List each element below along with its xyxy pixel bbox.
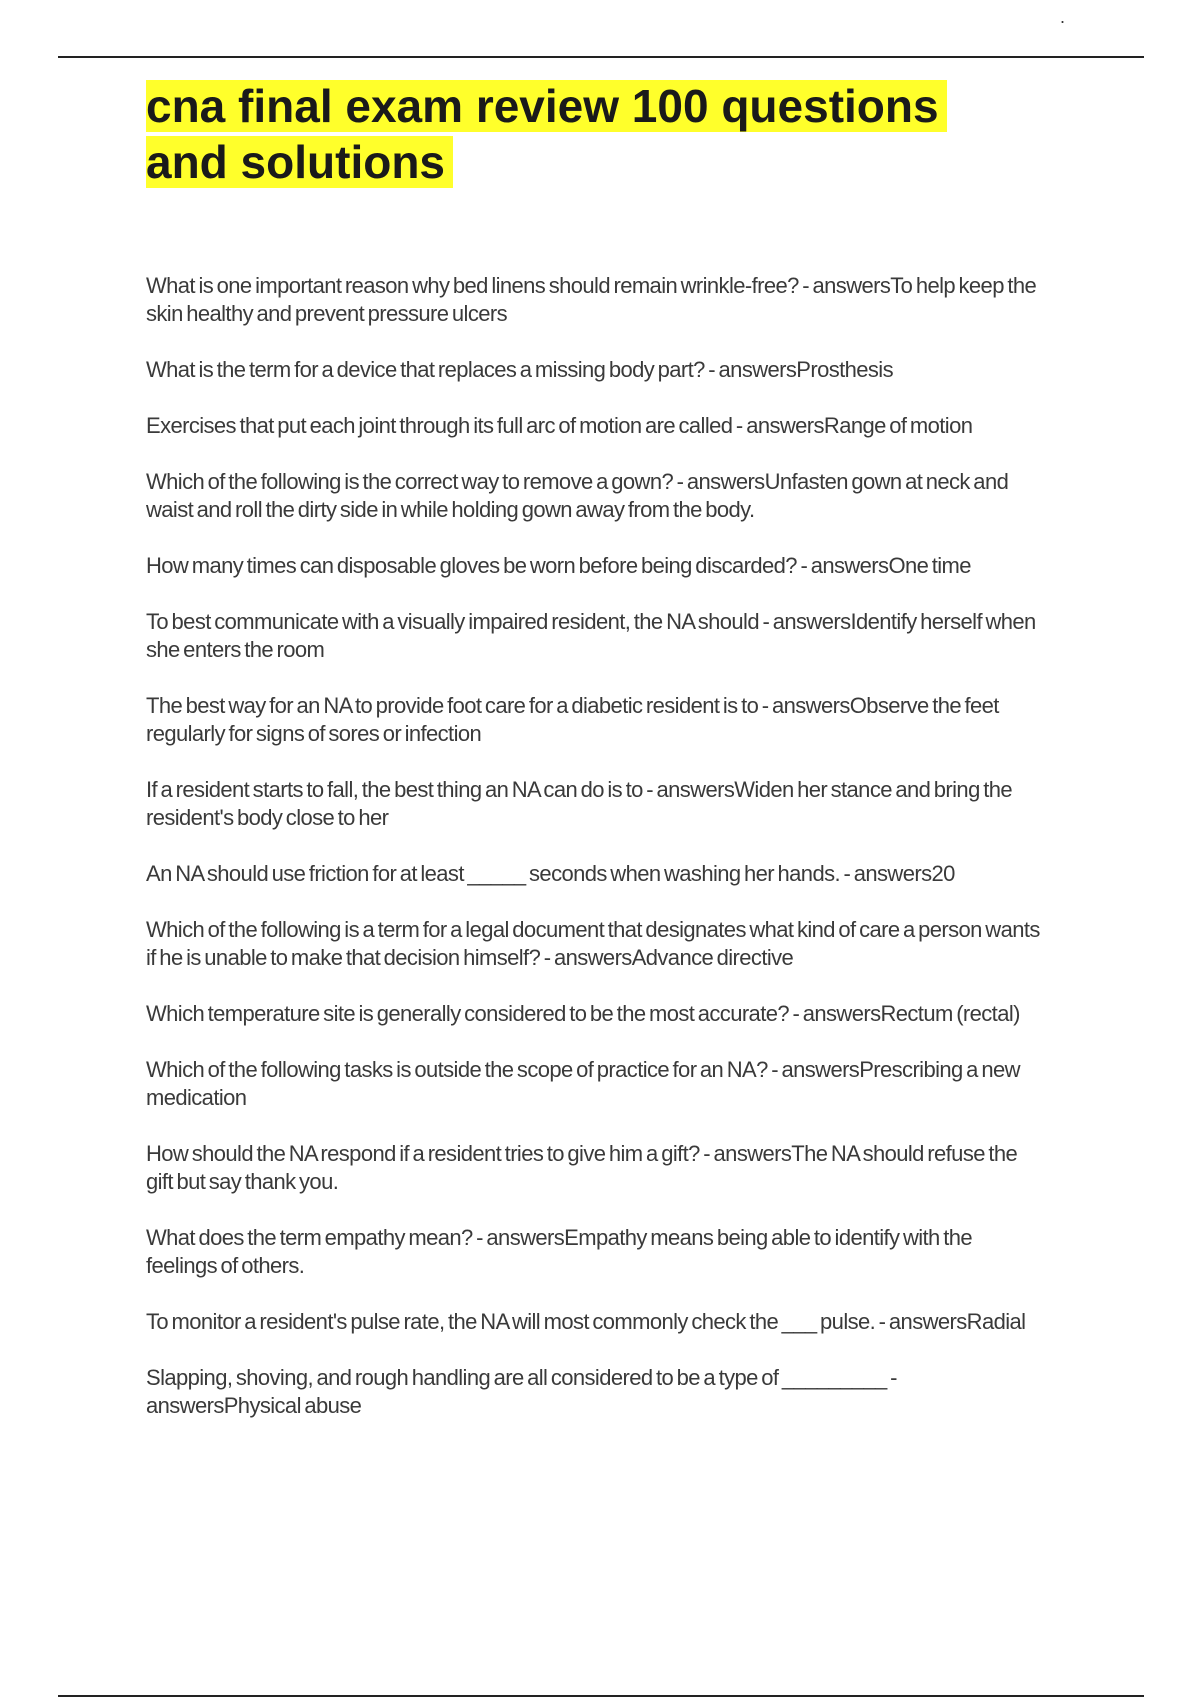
answer-separator: -: [886, 1365, 897, 1390]
answer-separator: -: [798, 273, 813, 298]
question-text: Exercises that put each joint through its full arc of motion are called: [146, 413, 733, 438]
answer-marker: answers: [553, 945, 632, 970]
question-text: Which of the following tasks is outside the scope of practice for an NA?: [146, 1057, 768, 1082]
question-text: Which of the following is the correct way to remove a gown?: [146, 469, 674, 494]
answer-marker: answers: [656, 777, 735, 802]
top-rule: [58, 56, 1144, 58]
answer-separator: -: [673, 469, 687, 494]
answer-marker: answers: [802, 1001, 881, 1026]
question-text: What does the term empathy mean?: [146, 1225, 473, 1250]
answer-separator: -: [767, 1057, 782, 1082]
qa-item: [146, 1056, 1046, 1112]
answer-text: Prescribing a new medication: [146, 1057, 1020, 1110]
qa-item: [146, 608, 1046, 664]
qa-item: [146, 356, 1046, 384]
answer-text: Advance directive: [631, 945, 794, 970]
answer-separator: -: [704, 357, 719, 382]
question-text: The best way for an NA to provide foot care for a diabetic resident is to: [146, 693, 759, 718]
qa-item: [146, 776, 1046, 832]
answer-marker: answers: [718, 357, 797, 382]
answer-marker: answers: [146, 1393, 224, 1418]
answer-separator: -: [758, 693, 772, 718]
answer-text: Range of motion: [823, 413, 973, 438]
question-text: What is one important reason why bed linens should remain wrinkle-free?: [146, 273, 799, 298]
answer-text: Prosthesis: [796, 357, 893, 382]
answer-text: Widen her stance and bring the resident's body close to her: [146, 777, 1012, 830]
answer-marker: answers: [781, 1057, 860, 1082]
qa-item: [146, 692, 1046, 748]
answer-separator: -: [758, 609, 773, 634]
qa-item: [146, 1364, 1046, 1420]
qa-item: [146, 272, 1046, 328]
answer-text: One time: [888, 553, 971, 578]
answer-separator: -: [796, 553, 811, 578]
answer-separator: -: [875, 1309, 889, 1334]
document-title: [146, 78, 1006, 190]
title-highlight: cna final exam review 100 questions and solutions: [146, 80, 947, 188]
qa-item: [146, 1308, 1046, 1336]
answer-marker: answers: [772, 693, 850, 718]
answer-text: Identify herself when she enters the room: [146, 609, 1036, 662]
answer-separator: -: [642, 777, 657, 802]
question-text: What is the term for a device that replaces a missing body part?: [146, 357, 705, 382]
answer-text: Rectum (rectal): [880, 1001, 1020, 1026]
question-text: Which of the following is a term for a legal document that designates what kind of care a person wants if he is unable to make that decision himself?: [146, 917, 1040, 970]
answer-separator: -: [732, 413, 747, 438]
qa-item: [146, 916, 1046, 972]
title-block: [146, 78, 1006, 190]
question-text: To best communicate with a visually impaired resident, the NA should: [146, 609, 759, 634]
answer-text: Empathy means being able to identify with the feelings of others.: [146, 1225, 972, 1278]
answer-text: Radial: [966, 1309, 1026, 1334]
question-text: Slapping, shoving, and rough handling are all considered to be a type of _________: [146, 1365, 887, 1390]
qa-item: [146, 552, 1046, 580]
answer-separator: -: [699, 1141, 714, 1166]
answer-text: 20: [931, 861, 955, 886]
answer-marker: answers: [853, 861, 932, 886]
answer-marker: answers: [686, 469, 765, 494]
question-text: Which temperature site is generally considered to be the most accurate?: [146, 1001, 789, 1026]
page-dot: .: [1060, 7, 1066, 27]
qa-item: [146, 468, 1046, 524]
answer-text: Physical abuse: [223, 1393, 362, 1418]
answer-separator: -: [540, 945, 554, 970]
answer-text: The NA should refuse the gift but say thank you.: [146, 1141, 1018, 1194]
question-text: To monitor a resident's pulse rate, the NA will most commonly check the ___ pulse.: [146, 1309, 876, 1334]
answer-separator: -: [472, 1225, 487, 1250]
qa-list: [146, 272, 1046, 1448]
question-text: If a resident starts to fall, the best thing an NA can do is to: [146, 777, 643, 802]
answer-marker: answers: [812, 273, 891, 298]
qa-item: [146, 1224, 1046, 1280]
qa-item: [146, 1000, 1046, 1028]
question-text: An NA should use friction for at least _____ seconds when washing her hands.: [146, 861, 840, 886]
answer-separator: -: [840, 861, 854, 886]
answer-marker: answers: [888, 1309, 967, 1334]
answer-text: Observe the feet regularly for signs of sores or infection: [146, 693, 999, 746]
answer-marker: answers: [772, 609, 851, 634]
answer-text: Unfasten gown at neck and waist and roll the dirty side in while holding gown away from the body.: [146, 469, 1009, 522]
question-text: How many times can disposable gloves be worn before being discarded?: [146, 553, 797, 578]
answer-separator: -: [788, 1001, 803, 1026]
qa-item: [146, 412, 1046, 440]
answer-marker: answers: [486, 1225, 565, 1250]
answer-marker: answers: [810, 553, 889, 578]
question-text: How should the NA respond if a resident tries to give him a gift?: [146, 1141, 700, 1166]
qa-item: [146, 860, 1046, 888]
qa-item: [146, 1140, 1046, 1196]
bottom-rule: [58, 1695, 1144, 1697]
answer-marker: answers: [746, 413, 824, 438]
answer-text: To help keep the skin healthy and prevent pressure ulcers: [146, 273, 1037, 326]
answer-marker: answers: [713, 1141, 792, 1166]
